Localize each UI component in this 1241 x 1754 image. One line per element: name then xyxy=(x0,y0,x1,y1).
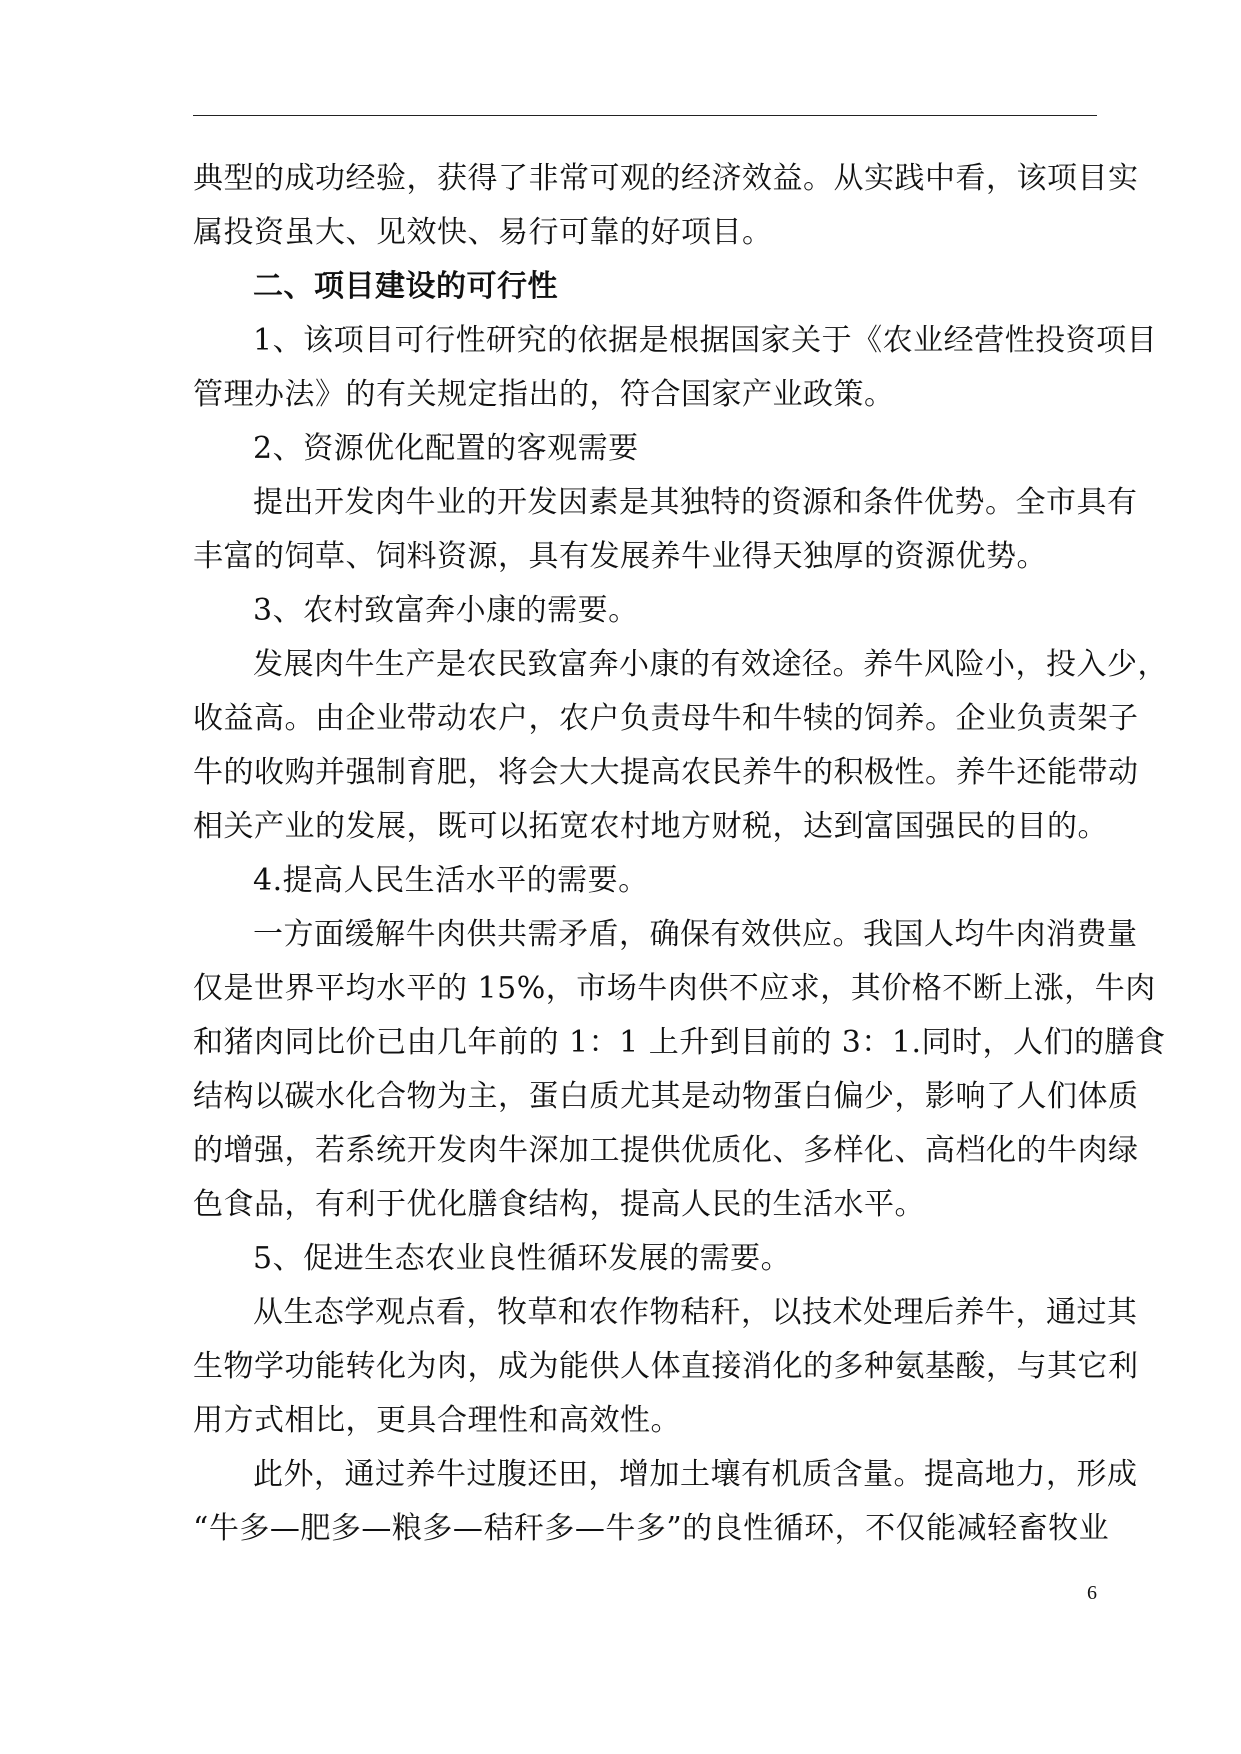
paragraph-line: 属投资虽大、见效快、易行可靠的好项目。 xyxy=(193,215,773,250)
paragraph-line: 5、促进生态农业良性循环发展的需要。 xyxy=(253,1241,792,1276)
paragraph-line: 发展肉牛生产是农民致富奔小康的有效途径。养牛风险小，投入少， xyxy=(253,647,1168,682)
header-rule xyxy=(193,115,1097,116)
paragraph-line: 典型的成功经验，获得了非常可观的经济效益。从实践中看，该项目实 xyxy=(193,161,1139,196)
paragraph-line: 1、该项目可行性研究的依据是根据国家关于《农业经营性投资项目 xyxy=(253,323,1158,358)
paragraph-line: 的增强，若系统开发肉牛深加工提供优质化、多样化、高档化的牛肉绿 xyxy=(193,1133,1139,1168)
section-heading: 二、项目建设的可行性 xyxy=(253,269,558,304)
paragraph-line: 色食品，有利于优化膳食结构，提高人民的生活水平。 xyxy=(193,1187,925,1222)
page-number: 6 xyxy=(1087,1582,1097,1604)
paragraph-line: 相关产业的发展，既可以拓宽农村地方财税，达到富国强民的目的。 xyxy=(193,809,1108,844)
paragraph-line: 仅是世界平均水平的 15%，市场牛肉供不应求，其价格不断上涨，牛肉 xyxy=(193,971,1156,1006)
paragraph-line: 此外，通过养牛过腹还田，增加土壤有机质含量。提高地力，形成 xyxy=(253,1457,1138,1492)
paragraph-line: 2、资源优化配置的客观需要 xyxy=(253,431,639,466)
paragraph-line: 生物学功能转化为肉，成为能供人体直接消化的多种氨基酸，与其它利 xyxy=(193,1349,1139,1384)
paragraph-line: 3、农村致富奔小康的需要。 xyxy=(253,593,639,628)
paragraph-line: 提出开发肉牛业的开发因素是其独特的资源和条件优势。全市具有 xyxy=(253,485,1138,520)
paragraph-line: 收益高。由企业带动农户，农户负责母牛和牛犊的饲养。企业负责架子 xyxy=(193,701,1139,736)
paragraph-line: 管理办法》的有关规定指出的，符合国家产业政策。 xyxy=(193,377,895,412)
paragraph-line: “牛多—肥多—粮多—秸秆多—牛多”的良性循环，不仅能减轻畜牧业 xyxy=(193,1511,1110,1546)
paragraph-line: 和猪肉同比价已由几年前的 1：1 上升到目前的 3：1.同时，人们的膳食 xyxy=(193,1025,1166,1060)
paragraph-line: 牛的收购并强制育肥，将会大大提高农民养牛的积极性。养牛还能带动 xyxy=(193,755,1139,790)
paragraph-line: 结构以碳水化合物为主，蛋白质尤其是动物蛋白偏少，影响了人们体质 xyxy=(193,1079,1139,1114)
paragraph-line: 用方式相比，更具合理性和高效性。 xyxy=(193,1403,681,1438)
paragraph-line: 4.提高人民生活水平的需要。 xyxy=(253,863,649,898)
paragraph-line: 从生态学观点看，牧草和农作物秸秆，以技术处理后养牛，通过其 xyxy=(253,1295,1138,1330)
paragraph-line: 丰富的饲草、饲料资源，具有发展养牛业得天独厚的资源优势。 xyxy=(193,539,1047,574)
document-body xyxy=(193,152,1168,1556)
paragraph-line: 一方面缓解牛肉供共需矛盾，确保有效供应。我国人均牛肉消费量 xyxy=(253,917,1138,952)
